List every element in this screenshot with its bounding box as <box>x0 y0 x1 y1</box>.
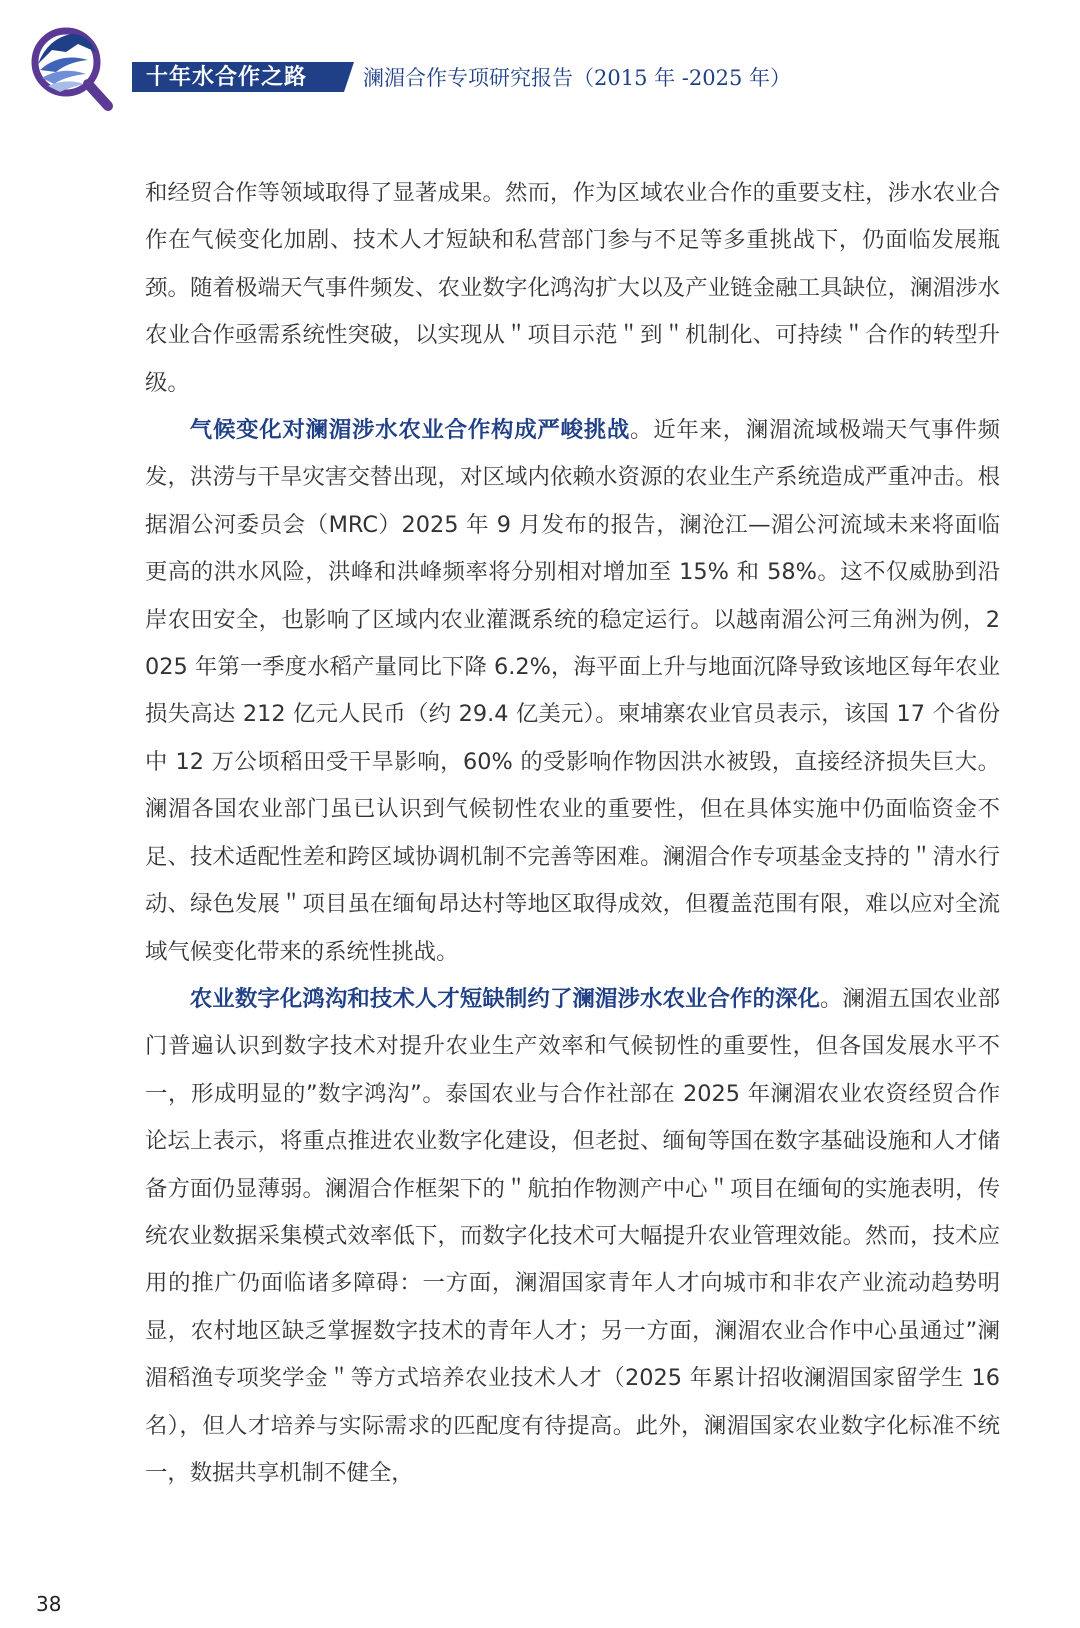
body-text <box>145 170 1000 1497</box>
magnifier-river-logo-icon <box>26 22 116 112</box>
paragraph-text: 和经贸合作等领域取得了显著成果。然而，作为区域农业合作的重要支柱，涉水农业合作在气候变化加剧、技术人才短缺和私营部门参与不足等多重挑战下，仍面临发展瓶颈。随着极端天气事件频发、农业数字化鸿沟扩大以及产业链金融工具缺位，澜湄涉水农业合作亟需系统性突破，以实现从＂项目示范＂到＂机制化、可持续＂合作的转型升级。 <box>145 180 1000 396</box>
page-number: 38 <box>36 1592 62 1616</box>
paragraph-text: 。澜湄五国农业部门普遍认识到数字技术对提升农业生产效率和气候韧性的重要性，但各国发展水平不一，形成明显的”数字鸿沟”。泰国农业与合作社部在 2025 年澜湄农业农资经贸合作论坛上表示，将重点推进农业数字化建设，但老挝、缅甸等国在数字基础设施和人才储备方面仍显薄弱。澜湄合作框架下的＂航拍作物测产中心＂项目在缅甸的实施表明，传统农业数据采集模式效率低下，而数字化技术可大幅提升农业管理效能。然而，技术应用的推广仍面临诸多障碍：一方面，澜湄国家青年人才向城市和非农产业流动趋势明显，农村地区缺乏掌握数字技术的青年人才；另一方面，澜湄农业合作中心虽通过”澜湄稻渔专项奖学金＂等方式培养农业技术人才（2025 年累计招收澜湄国家留学生 16 名），但人才培养与实际需求的匹配度有待提高。此外，澜湄国家农业数字化标准不统一，数据共享机制不健全， <box>145 985 1000 1486</box>
paragraph-lead: 农业数字化鸿沟和技术人才短缺制约了澜湄涉水农业合作的深化 <box>189 985 821 1012</box>
paragraph <box>145 407 1000 976</box>
paragraph <box>145 170 1000 407</box>
paragraph <box>145 976 1000 1497</box>
series-title: 十年水合作之路 <box>132 62 344 92</box>
paragraph-text: 。近年来，澜湄流域极端天气事件频发，洪涝与干旱灾害交替出现，对区域内依赖水资源的农业生产系统造成严重冲击。根据湄公河委员会（MRC）2025 年 9 月发布的报告，澜沧江—湄公河流域未来将面临更高的洪水风险，洪峰和洪峰频率将分别相对增加至 15% 和 58%。这不仅威胁到沿岸农田安全，也影响了区域内农业灌溉系统的稳定运行。以越南湄公河三角洲为例，2025 年第一季度水稻产量同比下降 6.2%，海平面上升与地面沉降导致该地区每年农业损失高达 212 亿元人民币（约 29.4 亿美元）。柬埔寨农业官员表示，该国 17 个省份中 12 万公顷稻田受干旱影响，60% 的受影响作物因洪水被毁，直接经济损失巨大。澜湄各国农业部门虽已认识到气候韧性农业的重要性，但在具体实施中仍面临资金不足、技术适配性差和跨区域协调机制不完善等困难。澜湄合作专项基金支持的＂清水行动、绿色发展＂项目虽在缅甸昂达村等地区取得成效，但覆盖范围有限，难以应对全流域气候变化带来的系统性挑战。 <box>145 417 1001 965</box>
paragraph-lead: 气候变化对澜湄涉水农业合作构成严峻挑战 <box>189 417 631 444</box>
report-title: 澜湄合作专项研究报告（2015 年 -2025 年） <box>363 66 792 90</box>
page-header <box>0 0 1080 120</box>
